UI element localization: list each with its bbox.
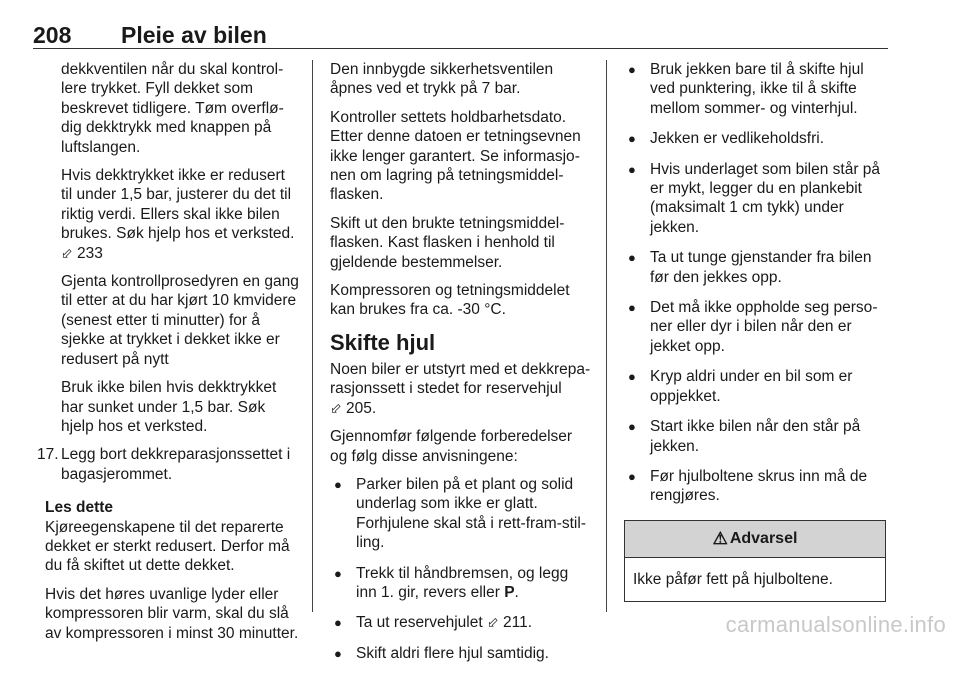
bullet-item: ● Ta ut tunge gjenstander fra bilen før den jekkes opp. [624,248,886,287]
section-heading: Skifte hjul [330,329,436,355]
page-reference: 211. [503,614,533,632]
paragraph: dekkventilen når du skal kontrollere trykket. Fyll dekket som beskrevet tidligere. Tøm overflødig dekktrykk med knappen på luftslangen. [61,61,284,156]
bullet-item: ● Kryp aldri under en bil som er oppjekket. [624,367,886,406]
bullet-list [624,60,886,506]
page-reference-icon: ⬃ [61,244,73,261]
bullet-item: ● Før hjulboltene skrus inn må de rengjøres. [624,467,886,506]
warning-triangle-icon: ⚠ [712,529,728,549]
watermark: carmanualsonline.info [725,612,946,637]
warning-header [625,521,885,558]
bullet-item: ● Trekk til håndbremsen, og legg inn 1. gir, revers eller P. [330,564,592,603]
page-number: 208 [33,22,72,48]
bullet-item: ● Skift aldri flere hjul samtidig. [330,644,592,663]
page-reference-icon: ⬃ [330,399,342,416]
note-paragraph: Hvis det høres uvanlige lyder eller kompressoren blir varm, skal du slå av kompressoren i minst 30 minutter. [45,585,299,642]
paragraph: Gjennomfør følgende forberedelser og følg disse anvisningene: [330,428,573,465]
paragraph: Kompressoren og tetningsmiddelet kan brukes fra ca. -30 °C. [330,282,570,319]
step-text: Legg bort dekkreparasjonssettet i bagasjerommet. [61,446,291,483]
warning-box [624,520,886,602]
step-number: 17. [37,446,59,464]
column-middle [330,60,592,674]
warning-text: Ikke påfør fett på hjulboltene. [633,570,833,588]
warning-title: Advarsel [729,530,798,548]
page-header [0,0,960,52]
step-item [37,445,299,484]
paragraph: Kontroller settets holdbarhetsdato. Etter denne datoen er tetningsevnen ikke lenger garantert. Se informasjonen om lagring på tetningsmiddelflasken. [330,108,581,204]
paragraph: Noen biler er utstyrt med et dekkreparasjonssett i stedet for reservehjul ⬃ 205. [330,360,591,417]
column-divider [312,60,313,612]
paragraph: Bruk ikke bilen hvis dekktrykket har sunket under 1,5 bar. Søk hjelp hos et verksted. [61,379,277,435]
page-reference-icon: ⬃ [486,614,499,631]
bullet-item: ● Parker bilen på et plant og solid underlag som ikke er glatt. Forhjulene skal stå i rett-fram-stilling. [330,475,592,553]
note-title: Les dette [45,499,114,517]
bullet-item: ● Bruk jekken bare til å skifte hjul ved punktering, ikke til å skifte mellom sommer- og vinterhjul. [624,60,886,118]
paragraph: Gjenta kontrollprosedyren en gang til etter at du har kjørt 10 kmvidere (senest etter ti minutter) for å sjekke at trykket i dekket ikke er redusert på nytt [61,273,299,368]
bullet-item: ● Start ikke bilen når den står på jekken. [624,417,886,456]
bullet-item: ● Jekken er vedlikeholdsfri. [624,129,886,148]
note-paragraph: Kjøreegenskapene til det reparerte dekket er sterkt redusert. Derfor må du få skiftet ut dette dekket. [45,518,290,575]
column-divider [606,60,607,612]
paragraph: Skift ut den brukte tetningsmiddelflasken. Kast flasken i henhold til gjeldende bestemmelser. [330,214,565,271]
column-left [37,60,299,652]
paragraph: Hvis dekktrykket ikke er redusert til under 1,5 bar, justerer du det til riktig verdi. Ellers skal ikke bilen brukes. Søk hjelp hos et verksted. ⬃ 233 [61,167,295,262]
bullet-item: ● Ta ut reservehjulet ⬃ 211. [330,613,592,632]
page-reference: 205. [346,399,377,417]
bullet-item: ● Hvis underlaget som bilen står på er mykt, legger du en plankebit (maksimalt 1 cm tykk) under jekken. [624,160,886,238]
section-title: Pleie av bilen [121,22,267,48]
page-reference: 233 [77,244,103,262]
header-divider [33,48,888,49]
bullet-list [330,475,592,663]
column-right [624,60,886,602]
bullet-item: ● Det må ikke oppholde seg personer eller dyr i bilen når den er jekket opp. [624,298,886,356]
paragraph: Den innbygde sikkerhetsventilen åpnes ved et trykk på 7 bar. [330,61,554,98]
